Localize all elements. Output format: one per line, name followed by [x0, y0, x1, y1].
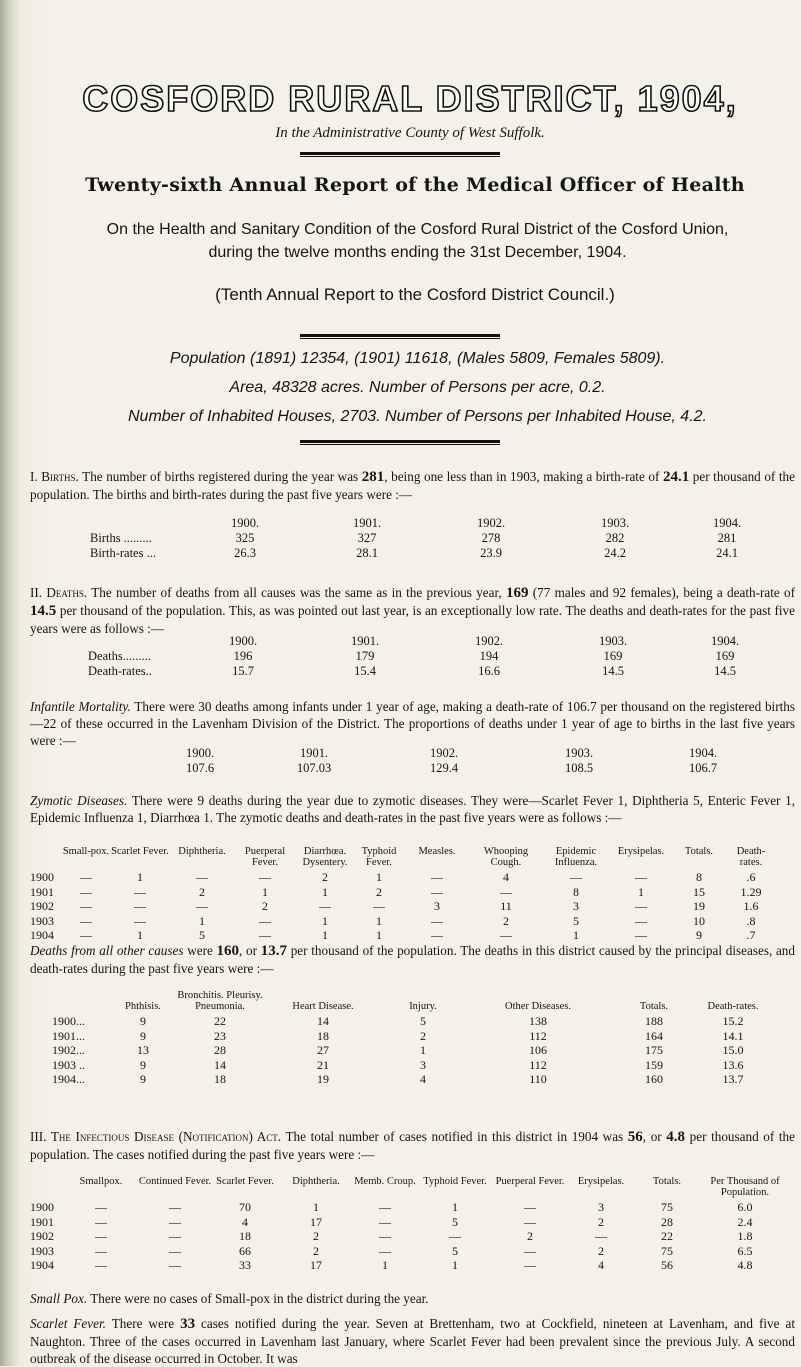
table-cell: 1903 [30, 1243, 54, 1258]
infectious-paragraph: III. The Infectious Disease (Notification) Act. The total number of cases notified in this district in 1904 was 56, or 4.8 per thousand of the population. The cases notified during the past five years were :— [30, 1129, 795, 1162]
table-cell: — [524, 1214, 536, 1229]
table-cell: 106 [529, 1043, 547, 1057]
table-cell: 1 [199, 913, 205, 928]
table-cell: — [524, 1200, 536, 1214]
table-cell: 175 [645, 1043, 663, 1057]
table-cell: 1902 [30, 899, 54, 913]
deaths-count: 169 [505, 585, 529, 601]
infantile-table: 1900. 1901. 1902. 1903. 1904. 107.6 107.03 129.4 108.5 106.7 [185, 746, 718, 775]
infectious-row [30, 1258, 795, 1273]
table-cell: 4.8 [737, 1258, 753, 1272]
table-cell: 1900 [30, 1200, 54, 1214]
table-cell: 2 [313, 1243, 319, 1258]
table-cell: 14 [214, 1057, 226, 1072]
table-cell: 15.0 [722, 1043, 744, 1057]
table-cell: 2 [598, 1243, 604, 1258]
table-cell: 1 [452, 1200, 458, 1214]
table-cell: 1 [137, 928, 143, 942]
table-cell: — [80, 884, 92, 899]
table-cell: — [80, 870, 92, 884]
table-cell: 159 [645, 1057, 663, 1072]
table-cell: 4 [242, 1214, 248, 1229]
table-cell: — [595, 1229, 607, 1243]
table-cell: 1.6 [743, 899, 759, 913]
table-cell: 21 [317, 1057, 329, 1072]
table-cell: 1904... [52, 1072, 85, 1086]
table-cell: — [169, 1214, 181, 1229]
infectious-rate: 4.8 [666, 1129, 686, 1145]
table-cell: 22 [214, 1014, 226, 1028]
houses-line: Number of Inhabited Houses, 2703. Number of Persons per Inhabited House, 4.2. [127, 408, 707, 425]
table-cell: — [196, 899, 208, 913]
table-cell: — [80, 913, 92, 928]
table-cell: — [95, 1214, 107, 1229]
table-cell: 1903 [30, 913, 54, 928]
table-cell: 1 [137, 870, 143, 884]
other-causes-row [52, 1014, 772, 1029]
table-cell: — [431, 928, 443, 942]
table-cell: 6.5 [737, 1243, 753, 1258]
table-cell: 2 [322, 870, 328, 884]
births-heading: I. Births. [30, 469, 79, 484]
report-title: Twenty-sixth Annual Report of the Medical Officer of Health [85, 174, 745, 196]
infectious-row [30, 1229, 795, 1244]
zymotic-header-row: Small-pox. Scarlet Fever. Diphtheria. Puerperal Fever. Diarrhœa. Dysentery. Typhoid Fever. Measles. Whooping Cough. Epidemic Influenza. Erysipelas. Totals. Death-rates. [62, 846, 766, 868]
table-cell: 15 [693, 884, 705, 899]
table-cell: 164 [645, 1028, 663, 1043]
table-cell: 138 [529, 1014, 547, 1028]
table-cell: — [500, 884, 512, 899]
table-cell: .7 [746, 928, 756, 942]
table-cell: 1902... [52, 1043, 85, 1057]
infectious-table [30, 1176, 795, 1273]
table-cell: — [169, 1200, 181, 1214]
table-cell: — [95, 1258, 107, 1272]
table-cell: 17 [310, 1214, 322, 1229]
table-cell: 2 [503, 913, 509, 928]
table-cell: 4 [503, 870, 509, 884]
table-cell: 23 [214, 1028, 226, 1043]
table-cell: 3 [420, 1057, 426, 1072]
table-cell: 18 [317, 1028, 329, 1043]
infectious-row [30, 1215, 795, 1230]
table-cell: 19 [317, 1072, 329, 1086]
table-cell: 8 [696, 870, 702, 884]
table-cell: — [95, 1243, 107, 1258]
page-title: COSFORD RURAL DISTRICT, 1904, [82, 78, 738, 119]
zymotic-heading: Zymotic Diseases. [30, 793, 128, 808]
other-causes-row [52, 1043, 772, 1058]
other-causes-row [52, 1029, 772, 1044]
zymotic-body [30, 870, 795, 943]
infantile-paragraph: Infantile Mortality. There were 30 deaths among infants under 1 year of age, making a death-rate of 106.7 per thousand on the registered births—22 of these occurred in the Lavenham Division of the District. The proportions of deaths under 1 year of age to births in the last five years were :— [30, 699, 795, 748]
table-cell: 22 [661, 1229, 673, 1243]
table-cell: — [259, 913, 271, 928]
scarlet-count: 33 [180, 1316, 196, 1332]
births-table: 1900. 1901. 1902. 1903. 1904. Births ......... 325 327 278 282 281 Birth-rates ... 26.3 28.1 23.9 24.2 24.1 [90, 516, 742, 560]
intro-line-1: On the Health and Sanitary Condition of the Cosford Rural District of the Cosford Union, [106, 221, 729, 238]
other-causes-row [52, 1058, 772, 1073]
table-cell: 17 [310, 1258, 322, 1272]
scarlet-heading: Scarlet Fever. [30, 1316, 106, 1331]
intro [40, 218, 795, 264]
table-cell: — [169, 1258, 181, 1272]
table-cell: 5 [452, 1243, 458, 1258]
table-cell: 1 [322, 884, 328, 899]
table-cell: 1900 [30, 870, 54, 884]
other-death-rate: 13.7 [260, 943, 287, 959]
table-cell: 1901 [30, 884, 54, 899]
table-cell: .8 [746, 913, 756, 928]
table-cell: 75 [661, 1243, 673, 1258]
table-cell: — [319, 899, 331, 913]
population-line: Population (1891) 12354, (1901) 11618, (Males 5809, Females 5809). [169, 350, 666, 367]
table-cell: — [169, 1243, 181, 1258]
table-cell: 1 [638, 884, 644, 899]
table-cell: 27 [317, 1043, 329, 1057]
table-cell: 110 [529, 1072, 547, 1086]
table-cell: 1902 [30, 1229, 54, 1243]
table-cell: 1901... [52, 1028, 85, 1043]
zymotic-row [30, 885, 795, 900]
table-cell: — [635, 899, 647, 913]
table-cell: 3 [598, 1200, 604, 1214]
intro-line-2: during the twelve months ending the 31st December, 1904. [208, 244, 627, 261]
deaths-heading: II. Deaths. [30, 585, 88, 600]
table-cell: — [80, 899, 92, 913]
zymotic-table [30, 846, 795, 943]
infantile-heading: Infantile Mortality. [30, 699, 131, 714]
death-rate: 14.5 [30, 603, 57, 619]
table-cell: — [373, 899, 385, 913]
infectious-row [30, 1200, 795, 1215]
table-cell: — [196, 870, 208, 884]
deaths-paragraph: II. Deaths. The number of deaths from all causes was the same as in the previous year, 169 (77 males and 92 females), being a death-rate of 14.5 per thousand of the population. This, as was pointed out last year, is an exceptionally low rate. The deaths and death-rates for the past five years were as follows :— [30, 585, 796, 636]
table-cell: 4 [598, 1258, 604, 1272]
table-cell: — [635, 928, 647, 942]
table-cell: — [635, 870, 647, 884]
table-cell: — [134, 899, 146, 913]
table-cell: 66 [239, 1243, 251, 1258]
table-cell: 2 [313, 1229, 319, 1243]
table-cell: — [431, 913, 443, 928]
table-cell: 5 [573, 913, 579, 928]
table-cell: — [379, 1200, 391, 1214]
table-cell: — [379, 1243, 391, 1258]
table-cell: 1 [262, 884, 268, 899]
table-cell: 70 [239, 1200, 251, 1214]
table-cell: 5 [199, 928, 205, 942]
table-cell: 10 [693, 913, 705, 928]
table-cell: 28 [661, 1214, 673, 1229]
zymotic-row [30, 928, 795, 943]
table-cell: 11 [500, 899, 512, 913]
table-cell: 9 [140, 1057, 146, 1072]
table-cell: 13 [137, 1043, 149, 1057]
births-paragraph: I. Births. The number of births registered during the year was 281, being one less than in 1903, making a birth-rate of 24.1 per thousand of the population. The births and birth-rates during the past five years were :— [30, 469, 795, 502]
table-cell: 1 [322, 913, 328, 928]
table-cell: 1901 [30, 1214, 54, 1229]
infectious-row [30, 1244, 795, 1259]
table-cell: — [379, 1229, 391, 1243]
subtitle: In the Administrative County of West Suffolk. [275, 125, 545, 141]
divider [300, 440, 500, 445]
table-cell: 9 [140, 1072, 146, 1086]
table-cell: 1904 [30, 928, 54, 942]
table-cell: 56 [661, 1258, 673, 1272]
table-cell: 8 [573, 884, 579, 899]
table-cell: 33 [239, 1258, 251, 1272]
table-cell: 1.8 [737, 1229, 753, 1243]
table-cell: 9 [140, 1014, 146, 1028]
table-cell: 160 [645, 1072, 663, 1086]
report-subtitle: (Tenth Annual Report to the Cosford District Council.) [215, 285, 615, 304]
area-line: Area, 48328 acres. Number of Persons per acre, 0.2. [229, 379, 606, 396]
table-cell: — [431, 870, 443, 884]
table-cell: 2 [262, 899, 268, 913]
divider [300, 334, 500, 339]
table-cell: 1 [420, 1043, 426, 1057]
table-cell: 1 [376, 928, 382, 942]
other-deaths-count: 160 [216, 943, 240, 959]
table-cell: 112 [529, 1028, 547, 1043]
table-cell: — [80, 928, 92, 942]
infectious-count: 56 [627, 1129, 643, 1145]
table-cell: 9 [696, 928, 702, 942]
table-cell: — [259, 870, 271, 884]
table-cell: 9 [140, 1028, 146, 1043]
table-cell: 1 [322, 928, 328, 942]
table-cell: 112 [529, 1057, 547, 1072]
table-cell: 2 [376, 884, 382, 899]
other-causes-table [52, 990, 772, 1087]
table-cell: 4 [420, 1072, 426, 1086]
table-cell: 13.7 [722, 1072, 744, 1086]
table-cell: — [134, 913, 146, 928]
table-cell: — [379, 1214, 391, 1229]
smallpox-paragraph: Small Pox. There were no cases of Small-pox in the district during the year. [30, 1291, 429, 1306]
table-cell: 18 [239, 1229, 251, 1243]
zymotic-row [30, 899, 795, 914]
table-cell: 1 [573, 928, 579, 942]
table-cell: 18 [214, 1072, 226, 1086]
table-cell: 2 [420, 1028, 426, 1043]
table-cell: — [259, 928, 271, 942]
table-cell: 188 [645, 1014, 663, 1028]
table-cell: — [524, 1258, 536, 1272]
zymotic-paragraph: Zymotic Diseases. There were 9 deaths during the year due to zymotic diseases. They were—Scarlet Fever 1, Diphtheria 5, Enteric Fever 1, Epidemic Influenza 1, Diarrhœa 1. The zymotic deaths and death-rates in the past five years were as follows :— [30, 793, 795, 825]
other-causes-paragraph: Deaths from all other causes were 160, or 13.7 per thousand of the population. The deaths in this district caused by the principal diseases, and death-rates during the past five years were :— [30, 943, 795, 976]
table-cell: 5 [452, 1214, 458, 1229]
table-cell: 1900... [52, 1014, 85, 1028]
table-cell: 3 [573, 899, 579, 913]
infectious-body [30, 1200, 795, 1273]
infectious-heading: III. The Infectious Disease (Notification) Act. [30, 1129, 282, 1144]
table-cell: 19 [693, 899, 705, 913]
table-cell: — [449, 1229, 461, 1243]
table-cell: 2 [199, 884, 205, 899]
table-cell: 1.29 [740, 884, 762, 899]
zymotic-row [30, 870, 795, 885]
table-cell: 2.4 [737, 1214, 753, 1229]
table-cell: 13.6 [722, 1057, 744, 1072]
table-cell: 1 [452, 1258, 458, 1272]
other-header-row: Phthisis. Bronchitis. Pleurisy. Pneumonia. Heart Disease. Injury. Other Diseases. Totals. Death-rates. [125, 990, 759, 1012]
table-cell: 2 [527, 1229, 533, 1243]
infectious-header-row: Smallpox. Continued Fever. Scarlet Fever. Diphtheria. Memb. Croup. Typhoid Fever. Puerperal Fever. Erysipelas. Totals. Per Thousand of Population. [79, 1176, 780, 1198]
table-cell: — [524, 1243, 536, 1258]
table-cell: — [95, 1200, 107, 1214]
table-cell: 28 [214, 1043, 226, 1057]
table-cell: — [169, 1229, 181, 1243]
table-cell: 1904 [30, 1258, 54, 1272]
table-cell: 15.2 [722, 1014, 744, 1028]
births-count: 281 [361, 469, 385, 485]
zymotic-row [30, 914, 795, 929]
table-cell: 6.0 [737, 1200, 753, 1214]
divider [300, 152, 500, 157]
table-cell: — [431, 884, 443, 899]
deaths-table: 1900. 1901. 1902. 1903. 1904. Deaths......... 196 179 194 169 169 Death-rates.. 15.7 15.4 16.6 14.5 14.5 [88, 634, 740, 678]
table-cell: 1 [313, 1200, 319, 1214]
other-causes-body [52, 1014, 772, 1087]
table-cell: — [95, 1229, 107, 1243]
table-cell: 1 [376, 870, 382, 884]
table-cell: 75 [661, 1200, 673, 1214]
table-cell: 1903 .. [52, 1057, 85, 1072]
scarlet-paragraph: Scarlet Fever. There were 33 cases notified during the year. Seven at Brettenham, two at Cockfield, nineteen at Lavenham, and five at Naughton. Three of the cases occurred in Lavenham last January, where Scarlet Fever had been prevalent since the previous July. A second outbreak of the disease occurred in October. It was [30, 1316, 795, 1366]
table-cell: 2 [598, 1214, 604, 1229]
table-cell: — [635, 913, 647, 928]
other-causes-row [52, 1072, 772, 1087]
table-cell: — [570, 870, 582, 884]
table-cell: 14.1 [722, 1028, 744, 1043]
table-cell: 3 [434, 899, 440, 913]
table-cell: 1 [376, 913, 382, 928]
table-cell: 5 [420, 1014, 426, 1028]
table-cell: 1 [382, 1258, 388, 1272]
table-cell: 14 [317, 1014, 329, 1028]
table-cell: — [134, 884, 146, 899]
birth-rate: 24.1 [662, 469, 690, 485]
smallpox-heading: Small Pox. [30, 1291, 88, 1306]
table-cell: .6 [746, 870, 756, 884]
table-cell: — [500, 928, 512, 942]
